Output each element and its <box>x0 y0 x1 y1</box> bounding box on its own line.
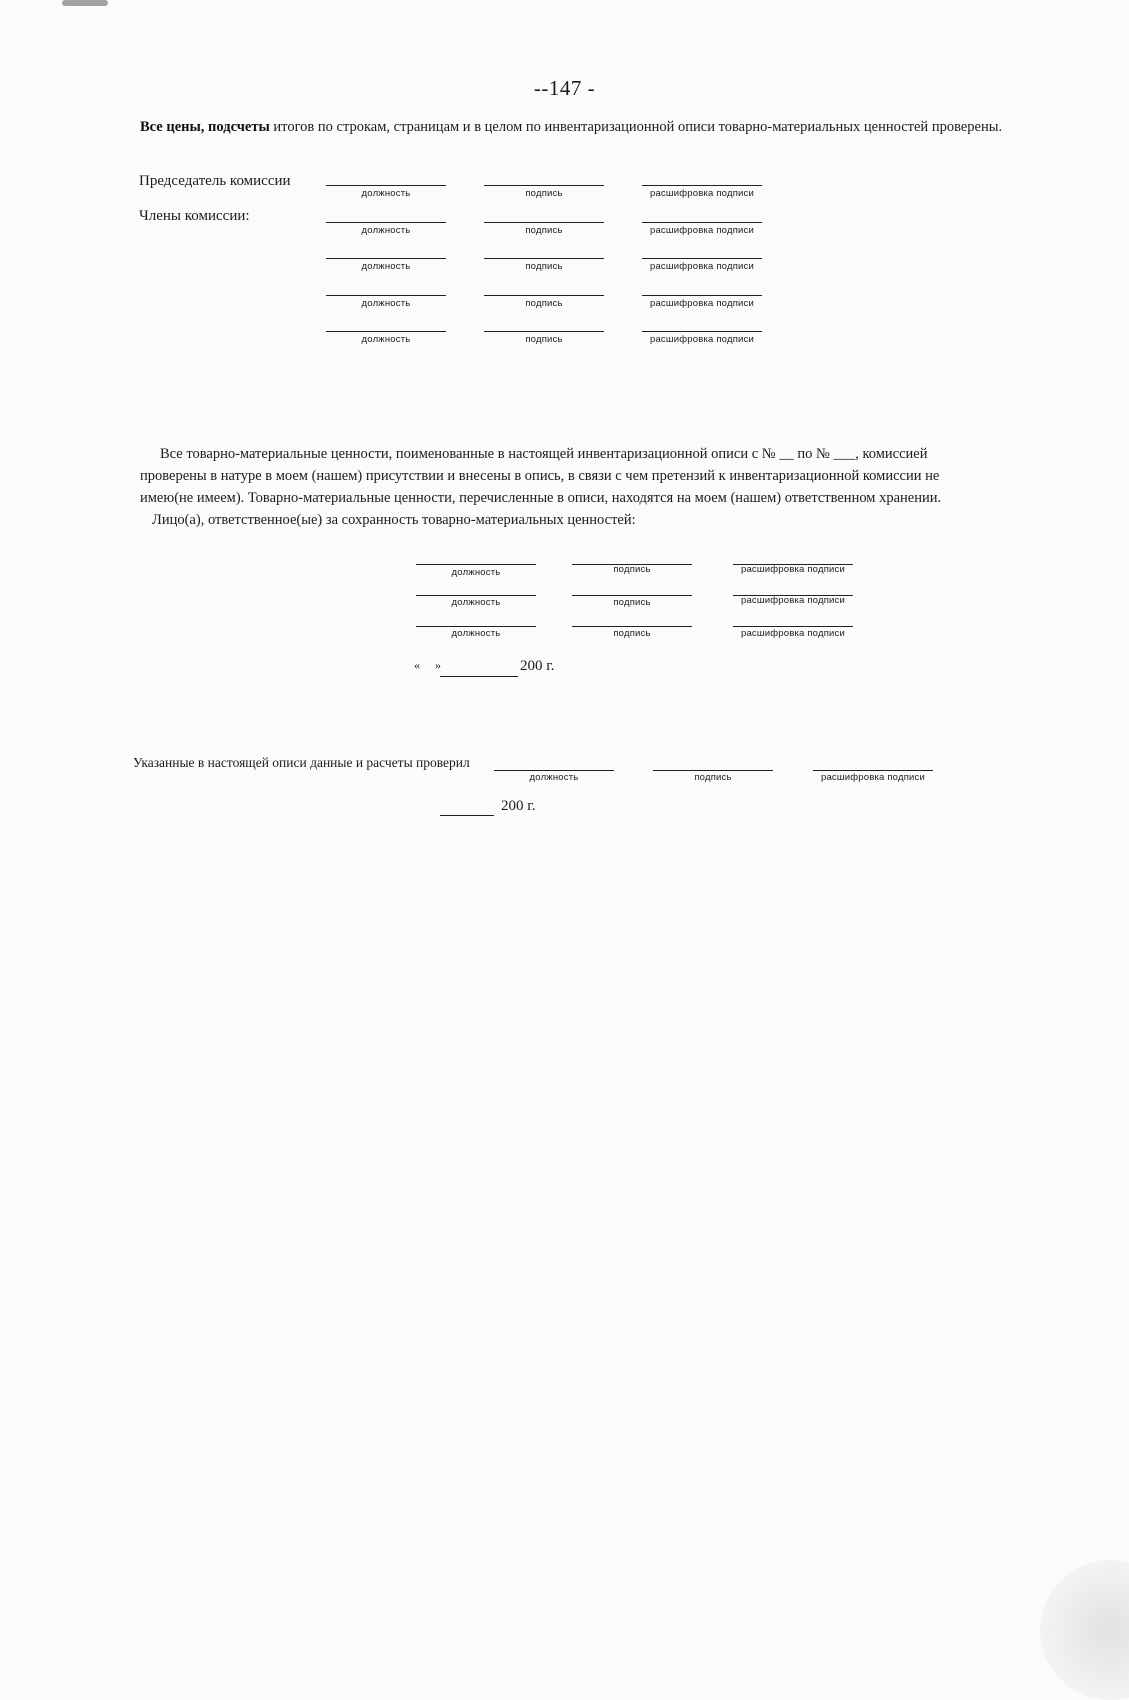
position-caption: должность <box>451 628 501 639</box>
intro-text: итогов по строкам, страницам и в целом по инвентаризационной описи товарно-материальных ценностей проверены. <box>269 119 1003 135</box>
position-line <box>416 564 536 565</box>
position-line <box>326 222 446 223</box>
position-line <box>326 185 446 186</box>
signature-caption: подпись <box>525 334 563 345</box>
date-year: 200 г. <box>520 658 555 674</box>
scan-mark <box>62 0 108 6</box>
signature-line <box>484 258 604 259</box>
signature-caption: подпись <box>613 597 651 608</box>
signature-caption: подпись <box>694 772 732 783</box>
position-caption: должность <box>361 225 411 236</box>
position-line <box>416 595 536 596</box>
decoding-caption: расшифровка подписи <box>740 628 846 639</box>
decoding-line <box>733 626 853 627</box>
statement-line-3: имею(не имеем). Товарно-материальные ценности, перечисленные в описи, находятся на моем (нашем) ответственном хранении. <box>140 490 942 506</box>
decoding-line <box>642 222 762 223</box>
decoding-caption: расшифровка подписи <box>740 595 846 606</box>
position-caption: должность <box>361 298 411 309</box>
decoding-line <box>813 770 933 771</box>
decoding-caption: расшифровка подписи <box>649 188 755 199</box>
verified-date-blank-line <box>440 815 494 816</box>
signature-caption: подпись <box>525 188 563 199</box>
decoding-caption: расшифровка подписи <box>649 261 755 272</box>
position-caption: должность <box>529 772 579 783</box>
intro-bold-start: Все цены, подсчеты <box>140 119 270 135</box>
position-line <box>326 258 446 259</box>
signature-caption: подпись <box>525 225 563 236</box>
statement-line-1: Все товарно-материальные ценности, поименованные в настоящей инвентаризационной описи с № __ по № ___, комиссией <box>160 446 928 462</box>
decoding-line <box>642 331 762 332</box>
date-quotes: « » <box>414 658 447 672</box>
page-number: --147 - <box>533 76 596 100</box>
decoding-line <box>642 185 762 186</box>
intro-paragraph <box>140 117 1020 139</box>
verified-label: Указанные в настоящей описи данные и расчеты проверил <box>133 755 470 770</box>
position-caption: должность <box>451 567 501 578</box>
position-line <box>326 331 446 332</box>
position-caption: должность <box>361 188 411 199</box>
decoding-line <box>642 295 762 296</box>
decoding-caption: расшифровка подписи <box>649 334 755 345</box>
signature-line <box>484 331 604 332</box>
position-line <box>416 626 536 627</box>
chairman-label: Председатель комиссии <box>139 173 291 189</box>
scan-shadow <box>1040 1560 1129 1700</box>
date-blank-line <box>440 676 518 677</box>
signature-line <box>484 295 604 296</box>
signature-caption: подпись <box>613 628 651 639</box>
decoding-caption: расшифровка подписи <box>740 564 846 575</box>
position-caption: должность <box>361 261 411 272</box>
position-line <box>326 295 446 296</box>
signature-caption: подпись <box>525 298 563 309</box>
position-caption: должность <box>451 597 501 608</box>
decoding-caption: расшифровка подписи <box>820 772 926 783</box>
signature-caption: подпись <box>525 261 563 272</box>
signature-caption: подпись <box>613 564 651 575</box>
statement-line-4: Лицо(а), ответственное(ые) за сохранность товарно-материальных ценностей: <box>152 512 636 528</box>
signature-line <box>484 222 604 223</box>
signature-line <box>484 185 604 186</box>
decoding-line <box>642 258 762 259</box>
signature-line <box>572 595 692 596</box>
decoding-caption: расшифровка подписи <box>649 225 755 236</box>
position-caption: должность <box>361 334 411 345</box>
signature-line <box>572 626 692 627</box>
position-line <box>494 770 614 771</box>
statement-line-2: проверены в натуре в моем (нашем) присутствии и внесены в опись, в связи с чем претензий к инвентаризационной комиссии не <box>140 468 940 484</box>
members-label: Члены комиссии: <box>139 208 250 224</box>
verified-year: 200 г. <box>501 798 536 814</box>
signature-line <box>653 770 773 771</box>
decoding-caption: расшифровка подписи <box>649 298 755 309</box>
